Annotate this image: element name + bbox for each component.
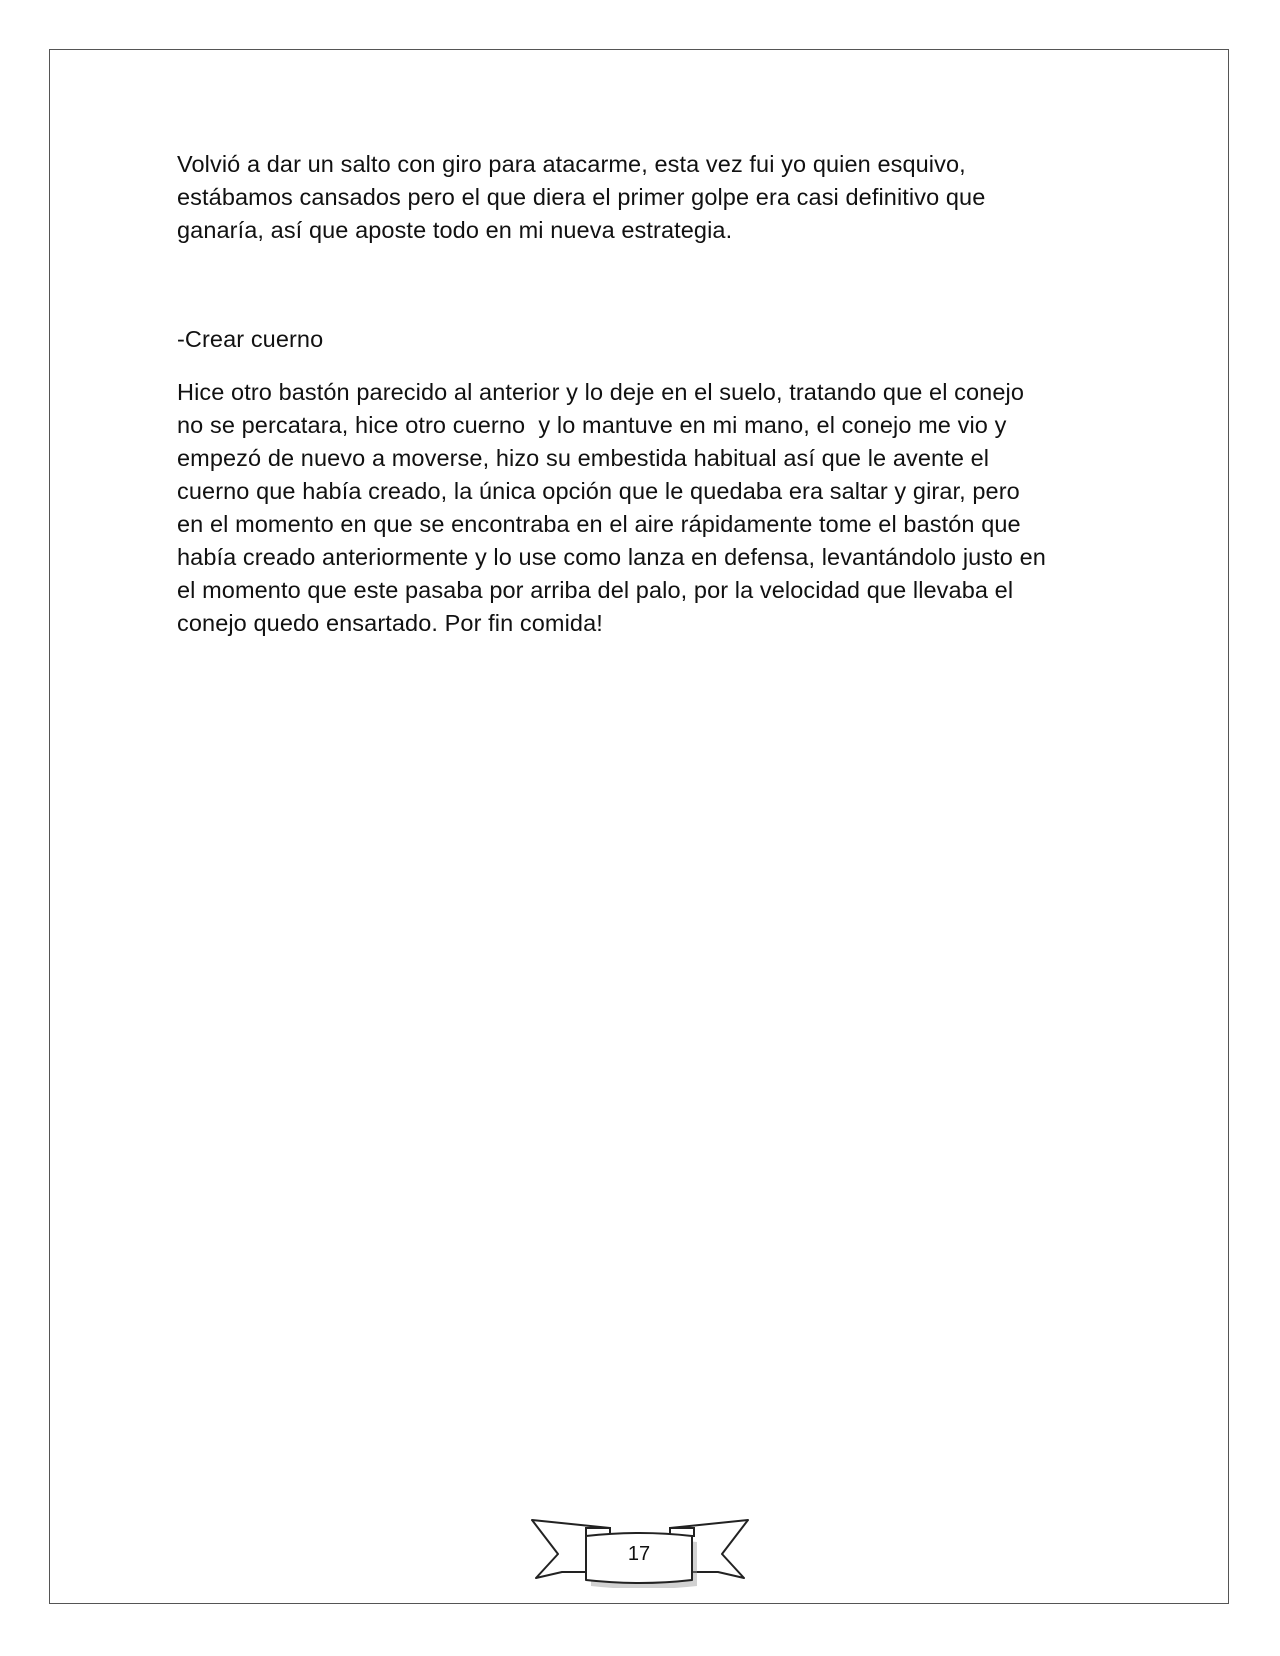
page-number: 17 bbox=[627, 1543, 651, 1565]
paragraph: Hice otro bastón parecido al anterior y lo deje en el suelo, tratando que el conejo no se percatara, hice otro cuerno y lo mantuve en mi mano, el conejo me vio y empezó de nuevo a moverse, hizo su embestida habitual así que le avente el cuerno que había creado, la única opción que le quedaba era saltar y girar, pero en el momento en que se encontraba en el aire rápidamente tome el bastón que había creado anteriormente y lo use como lanza en defensa, levantándolo justo en el momento que este pasaba por arriba del palo, por la velocidad que llevaba el conejo quedo ensartado. Por fin comida! bbox=[177, 379, 1046, 636]
section-heading: -Crear cuerno bbox=[177, 326, 324, 352]
paragraph: Volvió a dar un salto con giro para atacarme, esta vez fui yo quien esquivo, estábamos cansados pero el que diera el primer golpe era casi definitivo que ganaría, así que aposte todo en mi nueva estrategia. bbox=[177, 151, 986, 243]
document-body bbox=[177, 148, 1117, 640]
